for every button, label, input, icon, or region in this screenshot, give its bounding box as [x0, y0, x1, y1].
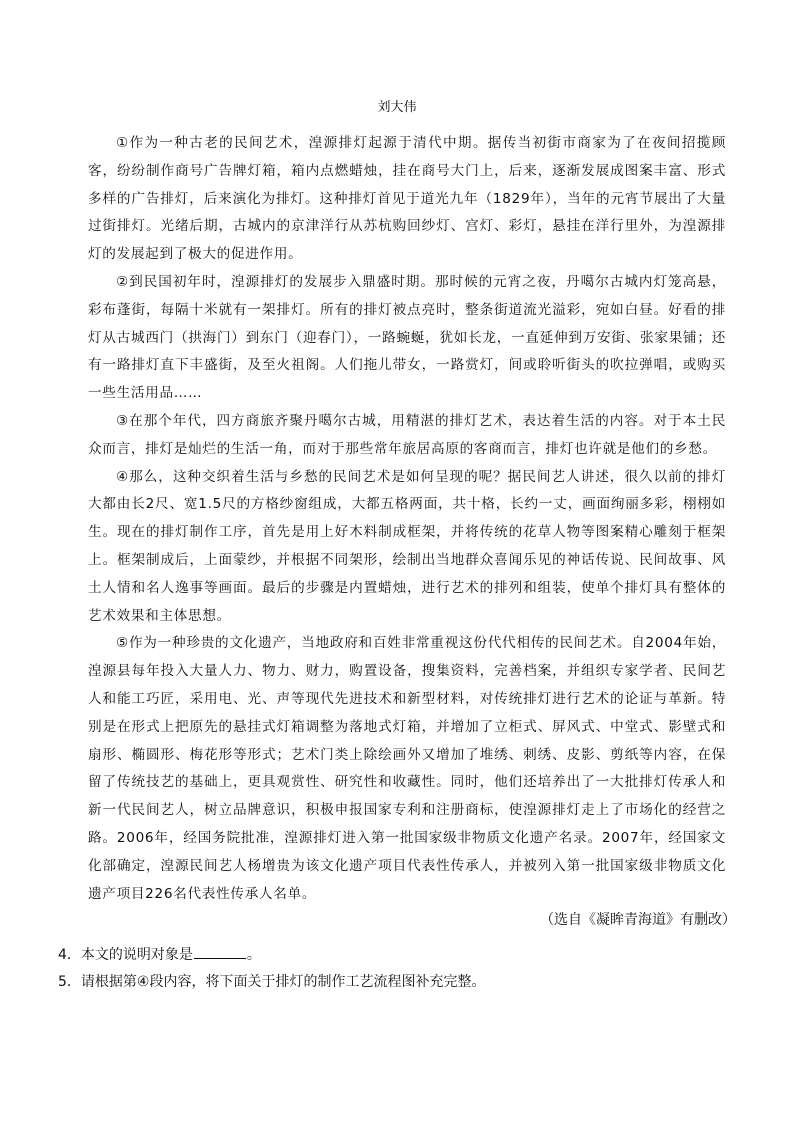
author-name: 刘大伟: [377, 100, 417, 115]
question-4-text: 4．本文的说明对象是: [58, 947, 193, 963]
paragraph-1: ①作为一种古老的民间艺术，湟源排灯起源于清代中期。据传当初街市商家为了在夜间招揽顾客，纷纷制作商号广告牌灯箱，箱内点燃蜡烛，挂在商号大门上，后来，逐渐发展成图案丰富、形式多样的广告排灯，后来演化为排灯。这种排灯首见于道光九年（1829年），当年的元宵节展出了大量过街排灯。光绪后期，古城内的京津洋行从苏杭购回纱灯、宫灯、彩灯，悬挂在洋行里外，为湟源排灯的发展起到了极大的促进作用。: [88, 135, 726, 263]
question-4: [58, 943, 748, 967]
question-5: 5．请根据第④段内容，将下面关于排灯的制作工艺流程图补充完整。: [58, 974, 486, 990]
paragraph-3: ③在那个年代，四方商旅齐聚丹噶尔古城，用精湛的排灯艺术，表达着生活的内容。对于本土民众而言，排灯是灿烂的生活一角，而对于那些常年旅居高原的客商而言，排灯也许就是他们的乡愁。: [88, 412, 726, 457]
paragraph-5: ⑤作为一种珍贵的文化遗产，当地政府和百姓非常重视这份代代相传的民间艺术。自2004年始，湟源县每年投入大量人力、物力、财力，购置设备，搜集资料，完善档案，并组织专家学者、民间艺人和能工巧匠，采用电、光、声等现代先进技术和新型材料，对传统排灯进行艺术的论证与革新。特别是在形式上把原先的悬挂式灯箱调整为落地式灯箱，并增加了立柜式、屏风式、中堂式、影壁式和扇形、椭圆形、梅花形等形式；艺术门类上除绘画外又增加了堆绣、刺绣、皮影、剪纸等内容，在保留了传统技艺的基础上，更具观赏性、研究性和收藏性。同时，他们还培养出了一大批排灯传承人和新一代民间艺人，树立品牌意识，积极申报国家专利和注册商标，使湟源排灯走上了市场化的经营之路。2006年，经国务院批准，湟源排灯进入第一批国家级非物质文化遗产名录。2007年，经国家文化部确定，湟源民间艺人杨增贵为该文化遗产项目代表性传承人，并被列入第一批国家级非物质文化遗产项目226名代表性传承人名单。: [88, 635, 726, 902]
answer-blank[interactable]: [194, 944, 246, 959]
source-citation: （选自《凝眸青海道》有删改）: [540, 912, 736, 928]
paragraph-2: ②到民国初年时，湟源排灯的发展步入鼎盛时期。那时候的元宵之夜，丹噶尔古城内灯笼高悬，彩布蓬街，每隔十米就有一架排灯。所有的排灯被点亮时，整条街道流光溢彩，宛如白昼。好看的排灯从古城西门（拱海门）到东门（迎春门），一路蜿蜒，犹如长龙，一直延伸到万安街、张家果铺；还有一路排灯直下丰盛街，及至火祖阁。人们拖儿带女，一路赏灯，间或聆听街头的吹拉弹唱，或购买一些生活用品……: [88, 273, 726, 402]
paragraph-4: ④那么，这种交织着生活与乡愁的民间艺术是如何呈现的呢？据民间艺人讲述，很久以前的排灯大都由长2尺、宽1.5尺的方格纱窗组成，大都五格两面，共十格，长约一丈，画面绚丽多彩，栩栩如生。现在的排灯制作工序，首先是用上好木料制成框架，并将传统的花草人物等图案精心雕刻于框架上。框架制成后，上面蒙纱，并根据不同架形，绘制出当地群众喜闻乐见的神话传说、民间故事、风土人情和名人逸事等画面。最后的步骤是内置蜡烛，进行艺术的排列和组装，使单个排灯具有整体的艺术效果和主体思想。: [88, 468, 726, 624]
reading-passage: [88, 130, 726, 908]
question-4-end: 。: [246, 947, 261, 963]
